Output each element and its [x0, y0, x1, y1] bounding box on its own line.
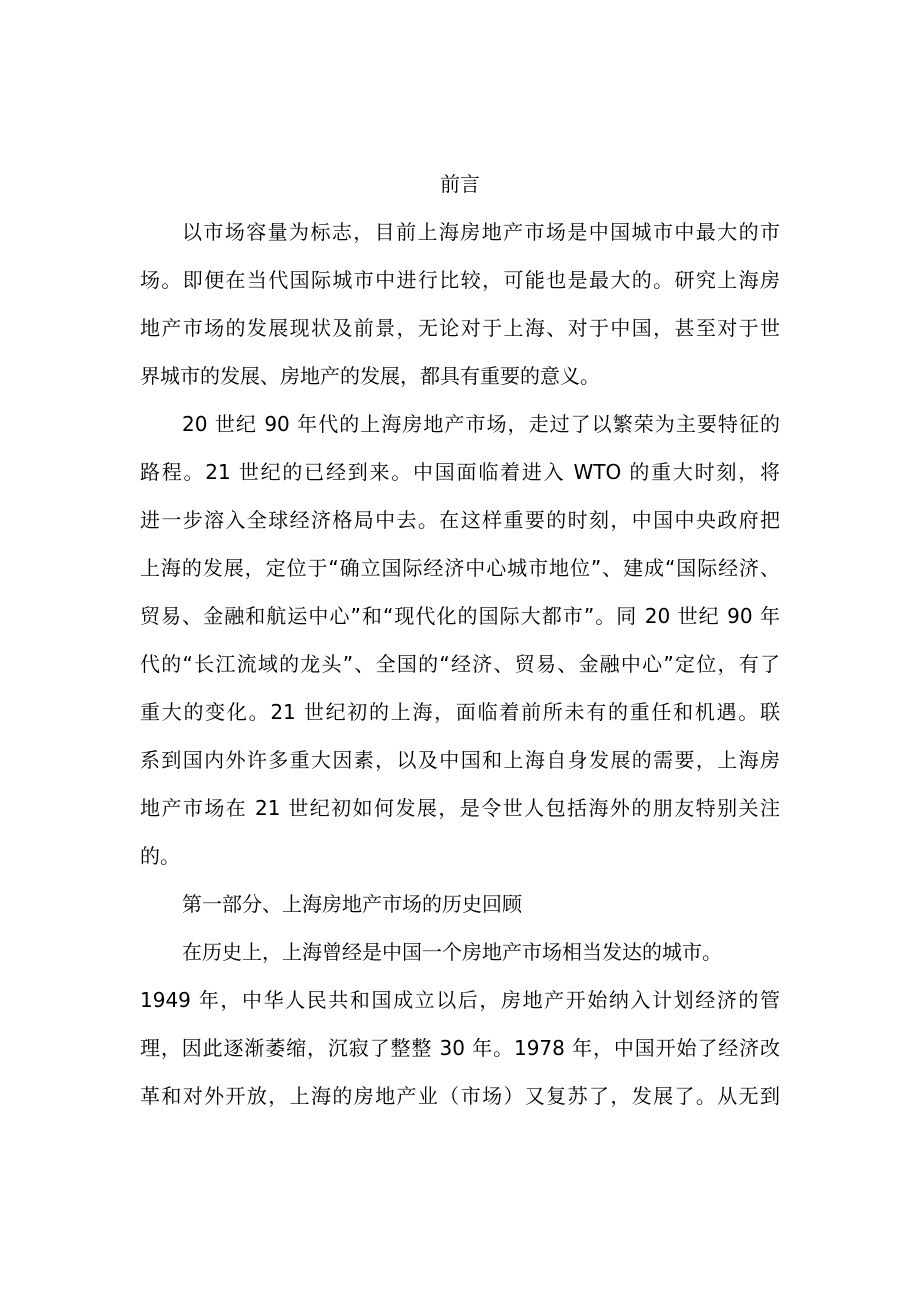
paragraph-2-line-8: 系到国内外许多重大因素，以及中国和上海自身发展的需要，上海房: [140, 748, 780, 772]
paragraph-1-line-2: 场。即便在当代国际城市中进行比较，可能也是最大的。研究上海房: [140, 268, 780, 292]
paragraph-1-line-4: 界城市的发展、房地产的发展，都具有重要的意义。: [140, 364, 600, 388]
paragraph-2-line-1: 20 世纪 90 年代的上海房地产市场，走过了以繁荣为主要特征的: [182, 412, 780, 436]
paragraph-1-line-3: 地产市场的发展现状及前景，无论对于上海、对于中国，甚至对于世: [140, 316, 780, 340]
paragraph-2-line-3: 进一步溶入全球经济格局中去。在这样重要的时刻，中国中央政府把: [140, 508, 780, 532]
paragraph-2-line-4: 上海的发展，定位于“确立国际经济中心城市地位”、建成“国际经济、: [140, 556, 780, 580]
section-title: 第一部分、上海房地产市场的历史回顾: [182, 892, 522, 916]
paragraph-2-line-5: 贸易、金融和航运中心”和“现代化的国际大都市”。同 20 世纪 90 年: [140, 604, 780, 628]
section-paragraph-line-3: 理，因此逐渐萎缩，沉寂了整整 30 年。1978 年，中国开始了经济改: [140, 1036, 780, 1060]
paragraph-2-line-7: 重大的变化。21 世纪初的上海，面临着前所未有的重任和机遇。联: [140, 700, 780, 724]
paragraph-2-line-9: 地产市场在 21 世纪初如何发展，是令世人包括海外的朋友特别关注: [140, 796, 780, 820]
paragraph-2-line-10: 的。: [140, 844, 180, 868]
section-paragraph-line-2: 1949 年，中华人民共和国成立以后，房地产开始纳入计划经济的管: [140, 988, 780, 1012]
section-paragraph-line-1: 在历史上，上海曾经是中国一个房地产市场相当发达的城市。: [182, 940, 722, 964]
paragraph-2-line-6: 代的“长江流域的龙头”、全国的“经济、贸易、金融中心”定位，有了: [140, 652, 780, 676]
paragraph-1-line-1: 以市场容量为标志，目前上海房地产市场是中国城市中最大的市: [182, 220, 780, 244]
paragraph-2-line-2: 路程。21 世纪的已经到来。中国面临着进入 WTO 的重大时刻，将: [140, 460, 780, 484]
page-title: 前言: [440, 172, 480, 196]
section-paragraph-line-4: 革和对外开放，上海的房地产业（市场）又复苏了，发展了。从无到: [140, 1084, 780, 1108]
